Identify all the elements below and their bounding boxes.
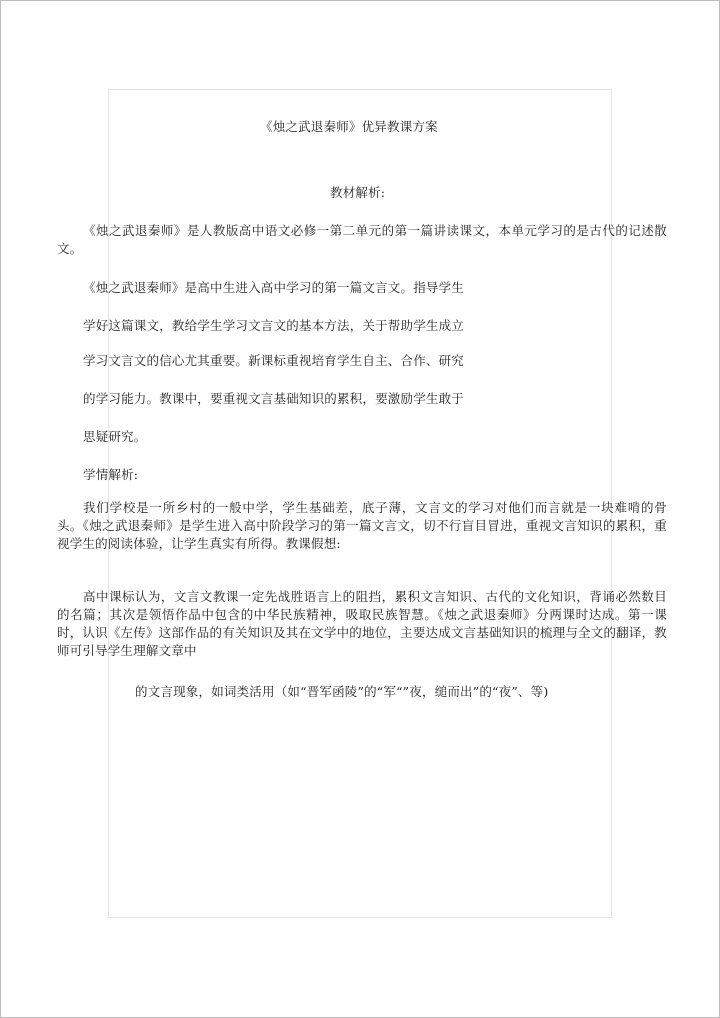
document-title: 《烛之武退秦师》优异教课方案 bbox=[260, 119, 438, 134]
material-line-5: 思疑研究。 bbox=[83, 429, 147, 444]
section-heading-material: 教材解析: bbox=[330, 185, 386, 200]
paragraph-plan: 高中课标认为，文言文教课一定先战胜语言上的阻挡，累积文言知识、古代的文化知识，背诵必然数目的名篇；其次是领悟作品中包含的中华民族精神，吸取民族智慧。《烛之武退秦师》分两课时达成。第一课时，认识《左传》这部作品的有关知识及其在文学中的地位，主要达成文言基础知识的梳理与全文的翻译，教师可引导学生理解文章中 bbox=[57, 589, 667, 658]
paragraph-last-line: 的文言现象，如词类活用（如“晋军函陵”的“军“”夜，缒而出”的“夜”、等) bbox=[135, 684, 549, 699]
material-line-1: 《烛之武退秦师》是高中生进入高中学习的第一篇文言文。指导学生 bbox=[83, 280, 465, 295]
section-heading-student: 学情解析: bbox=[83, 467, 139, 482]
material-line-2: 学好这篇课文，教给学生学习文言文的基本方法，关于帮助学生成立 bbox=[83, 318, 465, 333]
paragraph-student: 我们学校是一所乡村的一般中学，学生基础差，底子薄，文言文的学习对他们而言就是一块难啃的骨头。《烛之武退秦师》是学生进入高中阶段学习的第一篇文言文，切不行盲目冒进，重视文言知识的累积，重视学生的阅读体验，让学生真实有所得。教课假想: bbox=[57, 500, 667, 551]
material-line-3: 学习文言文的信心尤其重要。新课标重视培育学生自主、合作、研究 bbox=[83, 353, 465, 368]
material-line-4: 的学习能力。教课中，要重视文言基础知识的累积，要激励学生敢于 bbox=[83, 391, 465, 406]
paragraph-intro: 《烛之武退秦师》是人教版高中语文必修一第二单元的第一篇讲读课文，本单元学习的是古代的记述散文。 bbox=[57, 223, 667, 256]
